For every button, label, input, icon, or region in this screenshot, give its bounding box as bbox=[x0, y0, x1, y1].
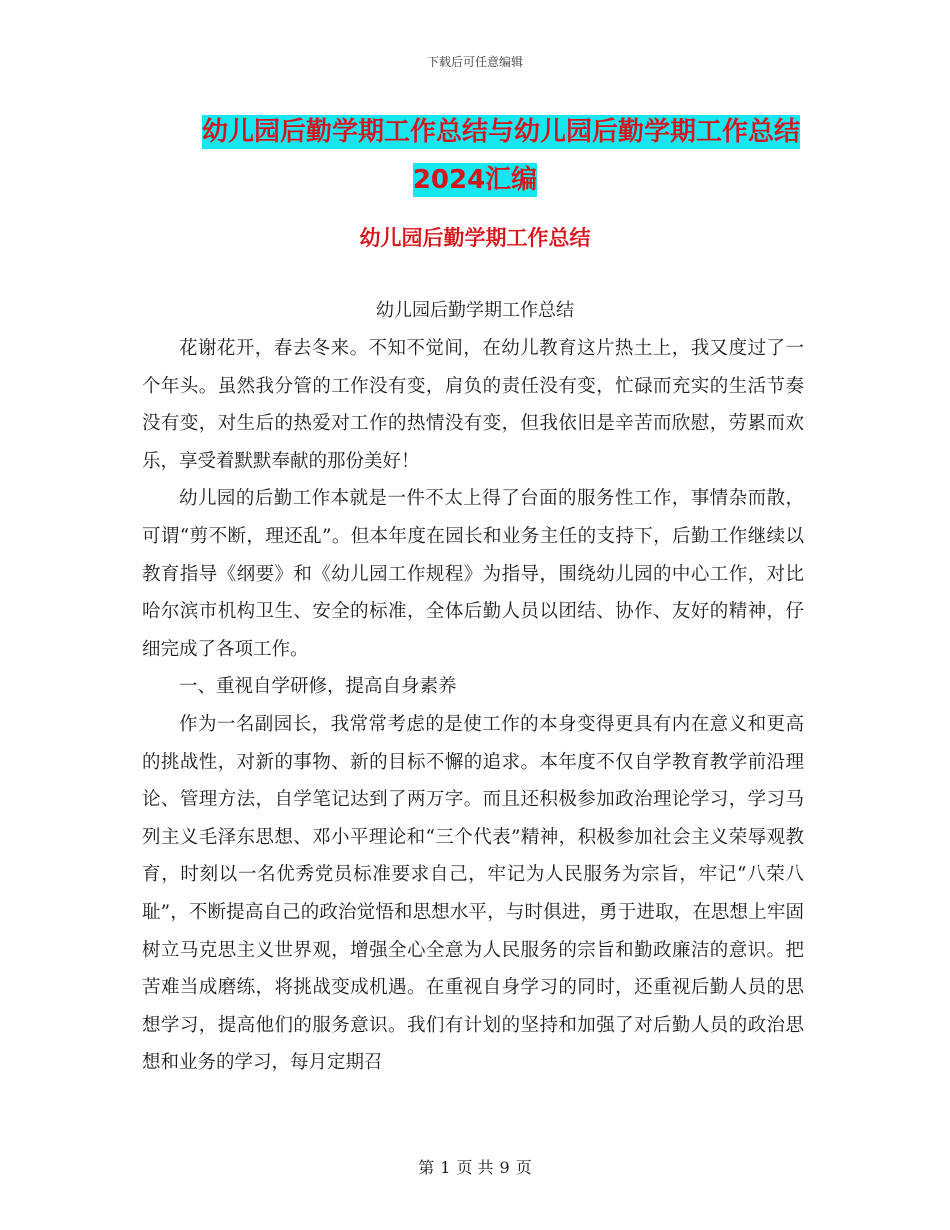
paragraph: 花谢花开，春去冬来。不知不觉间，在幼儿教育这片热土上，我又度过了一个年头。虽然我分管的工作没有变，肩负的责任没有变，忙碌而充实的生活节奏没有变，对生后的热爱对工作的热情没有变，但我依旧是辛苦而欣慰，劳累而欢乐，享受着默默奉献的那份美好！ bbox=[142, 338, 804, 472]
body-text bbox=[142, 330, 804, 1082]
footer-suffix: 页 bbox=[515, 1158, 532, 1177]
page-footer bbox=[0, 1155, 950, 1178]
footer-mid: 页 共 bbox=[456, 1158, 494, 1177]
document-title bbox=[0, 108, 950, 204]
subtitle: 幼儿园后勤学期工作总结 bbox=[376, 300, 574, 321]
title-line-1: 幼儿园后勤学期工作总结与幼儿园后勤学期工作总结 bbox=[201, 117, 800, 147]
paragraph: 幼儿园的后勤工作本就是一件不太上得了台面的服务性工作，事情杂而散，可谓“剪不断，理还乱”。但本年度在园长和业务主任的支持下，后勤工作继续以教育指导《纲要》和《幼儿园工作规程》为指导，围绕幼儿园的中心工作，对比哈尔滨市机构卫生、安全的标准，全体后勤人员以团结、协作、友好的精神，仔细完成了各项工作。 bbox=[142, 488, 804, 660]
footer-prefix: 第 bbox=[418, 1158, 435, 1177]
header-note: 下载后可任意编辑 bbox=[426, 55, 523, 69]
section-heading: 一、重视自学研修，提高自身素养 bbox=[179, 676, 457, 698]
page-total: 9 bbox=[499, 1158, 510, 1177]
paragraph: 作为一名副园长，我常常考虑的是使工作的本身变得更具有内在意义和更高的挑战性，对新的事物、新的目标不懈的追求。本年度不仅自学教育教学前沿理论、管理方法，自学笔记达到了两万字。而且还积极参加政治理论学习，学习马列主义毛泽东思想、邓小平理论和“三个代表”精神，积极参加社会主义荣辱观教育，时刻以一名优秀党员标准要求自己，牢记为人民服务为宗旨，牢记“八荣八耻”，不断提高自己的政治觉悟和思想水平，与时俱进，勇于进取，在思想上牢固树立马克思主义世界观，增强全心全意为人民服务的宗旨和勤政廉洁的意识。把苦难当成磨练，将挑战变成机遇。在重视自身学习的同时，还重视后勤人员的思想学习，提高他们的服务意识。我们有计划的坚持和加强了对后勤人员的政治思想和业务的学习，每月定期召 bbox=[142, 713, 804, 1074]
section-title: 幼儿园后勤学期工作总结 bbox=[359, 226, 591, 250]
page-number: 1 bbox=[440, 1158, 451, 1177]
title-line-2: 2024汇编 bbox=[412, 165, 538, 195]
